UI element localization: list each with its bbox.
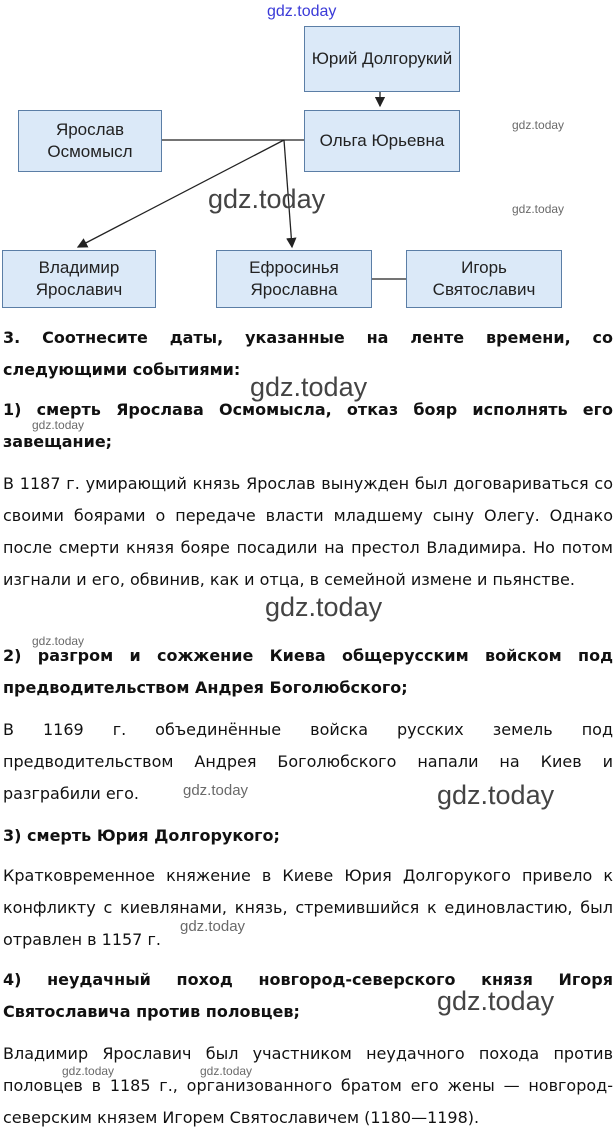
item-2-title: 2) разгром и сожжение Киева общерусским войском под предводительством Андрея Боголюбского; xyxy=(3,646,613,697)
item-1-answer: В 1187 г. умирающий князь Ярослав вынужден был договариваться со своими боярами о передаче власти младшему сыну Олегу. Однако после смерти князя бояре посадили на престол Владимира. Но потом изгнали и его, обвинив, как и отца, в семейной измене и пьянстве. xyxy=(3,474,613,589)
watermark-large: gdz.today xyxy=(250,372,368,402)
watermark-small: gdz.today xyxy=(512,118,565,132)
item-1-title: 1) смерть Ярослава Осмомысла, отказ бояр исполнять его завещание; xyxy=(3,400,613,451)
tree-node-igor: Игорь Святославич xyxy=(406,250,562,308)
watermark-top: gdz.today xyxy=(267,3,337,20)
watermark-small: gdz.today xyxy=(200,1064,253,1078)
watermark-large: gdz.today xyxy=(208,184,326,214)
watermark-small: gdz.today xyxy=(180,918,246,935)
tree-node-yaroslav: Ярослав Осмомысл xyxy=(18,110,162,172)
watermark-small: gdz.today xyxy=(32,418,85,432)
watermark-small: gdz.today xyxy=(512,202,565,216)
watermark-large: gdz.today xyxy=(265,592,383,622)
item-3-title: 3) смерть Юрия Долгорукого; xyxy=(3,826,280,845)
tree-node-yuri: Юрий Долгорукий xyxy=(304,26,460,92)
tree-node-vladimir: Владимир Ярославич xyxy=(2,250,156,308)
item-4-answer: Владимир Ярославич был участником неудачного похода против половцев в 1185 г., организованного братом его жены — новгород-северским князем Игорем Святославичем (1180—1198). xyxy=(3,1044,613,1127)
item-4-title: 4) неудачный поход новгород-северского князя Игоря Святославича против половцев; xyxy=(3,970,613,1021)
item-2-answer: В 1169 г. объединённые войска русских земель под предводительством Андрея Боголюбского напали на Киев и разграбили его. xyxy=(3,720,613,803)
item-3-answer: Кратковременное княжение в Киеве Юрия Долгорукого привело к конфликту с киевлянами, князь, стремившийся к единовластию, был отравлен в 1157 г. xyxy=(3,866,613,949)
watermark-large: gdz.today xyxy=(437,780,555,810)
tree-node-olga: Ольга Юрьевна xyxy=(304,110,460,172)
task-heading: 3. Соотнесите даты, указанные на ленте времени, со следующими событиями: xyxy=(3,328,613,379)
watermark-small: gdz.today xyxy=(32,634,85,648)
watermark-small: gdz.today xyxy=(183,782,249,799)
tree-node-efrosinya: Ефросинья Ярославна xyxy=(216,250,372,308)
watermark-small: gdz.today xyxy=(62,1064,115,1078)
watermark-large: gdz.today xyxy=(437,986,555,1016)
